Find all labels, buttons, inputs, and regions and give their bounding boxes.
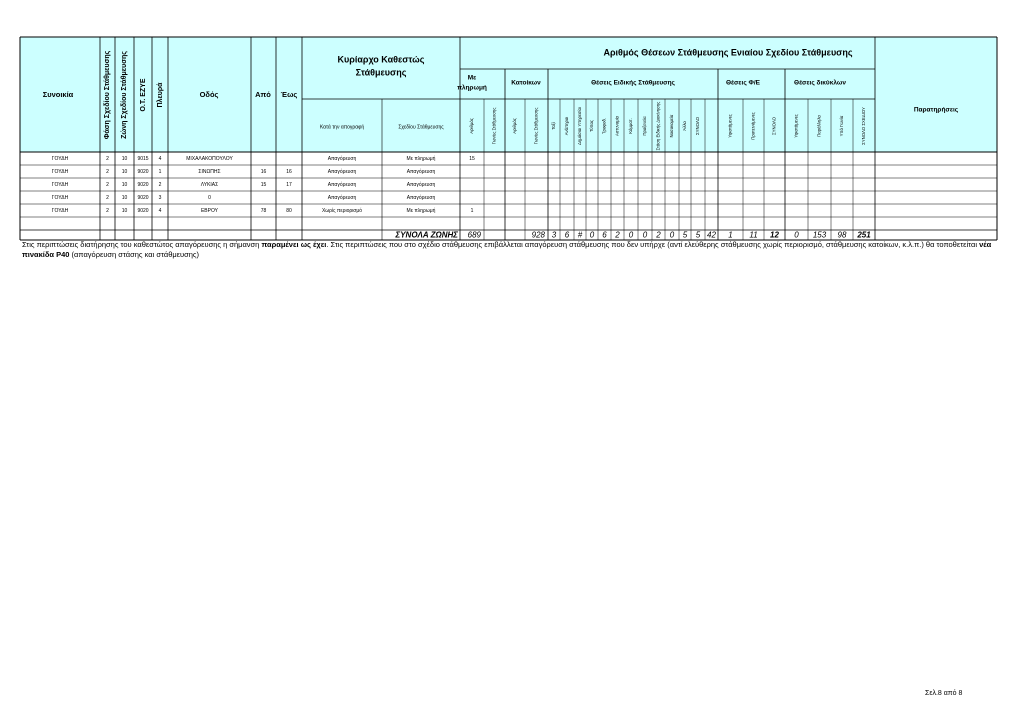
- cell-survey: Χωρίς περιορισμό: [321, 207, 363, 214]
- totals-bikes: 153: [812, 230, 827, 240]
- cell-to: 17: [286, 181, 292, 188]
- header-bikes: Θέσεις δικύκλων: [794, 79, 846, 87]
- cell-plan: Απαγόρευση: [406, 181, 436, 188]
- totals-special: 2: [656, 230, 661, 240]
- subheader-disabled: ΣΥΝΟΛΟ: [771, 116, 777, 136]
- totals-special: 0: [642, 230, 648, 240]
- cell-plan: Απαγόρευση: [406, 168, 436, 175]
- totals-residents: 928: [531, 230, 545, 240]
- cell-side: 2: [158, 181, 162, 188]
- header-from: Από: [255, 89, 271, 99]
- header-disabled: Θέσεις Φ/Ε: [726, 79, 760, 87]
- header-status-survey: Κατά την απογραφή: [319, 124, 365, 131]
- totals-special: 42: [707, 230, 716, 240]
- subheader-bikes: ΣΥΝΟΛΟ ΣΧΕΔΙΟΥ: [861, 107, 867, 145]
- cell-street: ΣΙΝΩΠΗΣ: [198, 168, 221, 175]
- cell-n: ΓΟΥΔΗ: [51, 155, 69, 162]
- cell-block: 9020: [137, 207, 149, 214]
- subheader-special: Αστυνομία: [614, 115, 620, 137]
- cell-side: 1: [158, 168, 162, 175]
- cell-paid: 15: [469, 155, 475, 162]
- totals-special: 0: [669, 230, 675, 240]
- totals-special: 5: [695, 230, 701, 240]
- cell-phase: 2: [106, 207, 109, 214]
- cell-block: 9020: [137, 194, 149, 201]
- header-zone: Ζώνη Σχεδίου Στάθμευσης: [120, 51, 128, 139]
- subheader-bikes: Υπό Γωνία: [839, 115, 845, 137]
- header-status-plan: Σχεδίου Στάθμευσης: [398, 124, 444, 131]
- totals-special: 5: [682, 230, 688, 240]
- header-paid: Με: [467, 74, 477, 82]
- header-to: Έως: [280, 89, 298, 99]
- totals-paid: 689: [467, 230, 481, 240]
- totals-label: ΣΥΝΟΛΑ ΖΩΝΗΣ: [395, 230, 458, 240]
- cell-zone: 10: [121, 155, 128, 162]
- cell-n: ΓΟΥΔΗ: [51, 207, 69, 214]
- cell-block: 9020: [137, 181, 149, 188]
- cell-plan: Με πληρωμή: [406, 155, 436, 162]
- subheader-special: Τροφοδ.: [601, 117, 607, 135]
- cell-block: 9020: [137, 168, 149, 175]
- cell-n: ΓΟΥΔΗ: [51, 168, 69, 175]
- totals-special: 2: [615, 230, 620, 240]
- subheader-bikes: Παράλληλα: [816, 115, 822, 137]
- subheader-disabled: Υφιστάμενες: [727, 114, 733, 138]
- totals-disabled: 12: [770, 230, 779, 240]
- cell-from: 16: [260, 168, 267, 175]
- totals-special: 0: [628, 230, 634, 240]
- cell-plan: Απαγόρευση: [406, 194, 436, 201]
- subheader-bikes: Υφιστάμενες: [793, 114, 799, 138]
- footnote-text-2: . Στις περιπτώσεις που στο σχέδιο στάθμευσης επιβάλλεται απαγόρευση στάθμευσης που δεν υπήρχε (αντί ελεύθερης στάθμευσης χωρίς περιορισμό, στάθμευσης κατοίκων, κ.λ.π.) θα τοποθετείται: [326, 240, 980, 249]
- header-side: Πλευρά: [156, 82, 164, 108]
- totals-bikes: 251: [857, 230, 871, 240]
- totals-disabled: 11: [749, 230, 758, 240]
- cell-phase: 2: [106, 168, 109, 175]
- subheader-special: Στάση Ειδικής Διακίνησης: [655, 101, 661, 151]
- footnote-bold-2: νέα πινακίδα Ρ40: [22, 240, 992, 259]
- header-residents: Κατοίκων: [511, 79, 541, 87]
- header-street: Οδός: [199, 89, 219, 99]
- totals-bikes: 0: [794, 230, 799, 240]
- subheader-special: ΣΥΝΟΛΟ: [695, 116, 701, 136]
- subheader-paid: Αριθμός: [469, 118, 475, 134]
- header-status-title-2: Στάθμευσης: [355, 67, 407, 78]
- subheader-special: Προξενεία: [642, 116, 648, 136]
- header-neighborhood: Συνοικία: [42, 89, 74, 99]
- cell-plan: Με πληρωμή: [406, 207, 436, 214]
- cell-paid: 1: [470, 207, 474, 214]
- cell-n: ΓΟΥΔΗ: [51, 194, 69, 201]
- cell-street: ΛΥΚΙΑΣ: [200, 181, 219, 188]
- page-number: Σελ.8 από 8: [925, 690, 963, 697]
- header-remarks: Παρατηρήσεις: [913, 106, 959, 114]
- header-phase: Φάση Σχεδίου Στάθμευσης: [103, 50, 111, 140]
- totals-special: 0: [589, 230, 595, 240]
- totals-special: 6: [602, 230, 607, 240]
- subheader-special: Άλλο: [682, 121, 688, 131]
- footnote-bold-1: παραμένει ως έχει: [261, 240, 327, 249]
- subheader-paid: Γωνίες Στάθμευσης: [491, 107, 497, 145]
- subheader-special: Τύπος: [589, 120, 595, 132]
- cell-side: 4: [158, 155, 162, 162]
- cell-zone: 10: [121, 194, 128, 201]
- cell-street: ΕΒΡΟΥ: [200, 207, 219, 214]
- cell-phase: 2: [106, 181, 109, 188]
- totals-disabled: 1: [728, 230, 733, 240]
- subheader-special: Δημόσιαι Υπηρεσίαι: [577, 107, 583, 145]
- subheader-residents: Αριθμός: [512, 118, 518, 134]
- cell-to: 80: [286, 207, 292, 214]
- cell-side: 3: [158, 194, 162, 201]
- cell-survey: Απαγόρευση: [327, 181, 357, 188]
- cell-survey: Απαγόρευση: [327, 168, 357, 175]
- cell-to: 16: [286, 168, 292, 175]
- cell-street: 0: [208, 194, 211, 201]
- footnote-text-1: Στις περιπτώσεις διατήρησης του καθεστώτος απαγόρευσης η σήμανση: [22, 240, 262, 249]
- footnote-text-3: (απαγόρευση στάσης και στάθμευσης): [69, 250, 200, 259]
- totals-special: 6: [564, 230, 570, 240]
- header-paid-2: πληρωμή: [457, 84, 487, 92]
- header-block: Ο.Τ. ΕΖΥΕ: [139, 78, 147, 112]
- cell-block: 9015: [137, 155, 149, 162]
- cell-phase: 2: [106, 194, 109, 201]
- header-special: Θέσεις Ειδικής Στάθμευσης: [591, 79, 675, 87]
- footnote: [22, 240, 997, 260]
- subheader-special: Ανάπηροι: [564, 116, 570, 136]
- header-positions-title: Αριθμός Θέσεων Στάθμευσης Ενιαίου Σχεδίου Στάθμευσης: [603, 47, 853, 58]
- subheader-special: Κόμματ.: [628, 118, 634, 134]
- cell-zone: 10: [121, 168, 128, 175]
- cell-from: 78: [260, 207, 267, 214]
- cell-side: 4: [158, 207, 162, 214]
- cell-zone: 10: [121, 207, 128, 214]
- subheader-special: Ταξί: [551, 122, 557, 130]
- totals-special: #: [577, 230, 583, 240]
- cell-from: 15: [260, 181, 267, 188]
- cell-survey: Απαγόρευση: [327, 155, 357, 162]
- cell-phase: 2: [106, 155, 109, 162]
- subheader-special: Νοσοκομεία: [669, 114, 675, 138]
- subheader-disabled: Προτεινόμενες: [750, 112, 756, 140]
- cell-zone: 10: [121, 181, 128, 188]
- header-status-title: Κυρίαρχο Καθεστώς: [337, 54, 425, 65]
- totals-special: 3: [551, 230, 557, 240]
- cell-n: ΓΟΥΔΗ: [51, 181, 69, 188]
- cell-survey: Απαγόρευση: [327, 194, 357, 201]
- cell-street: ΜΙΧΑΛΑΚΟΠΟΥΛΟΥ: [186, 155, 233, 162]
- totals-bikes: 98: [837, 230, 847, 240]
- subheader-residents: Γωνίες Στάθμευσης: [533, 107, 539, 145]
